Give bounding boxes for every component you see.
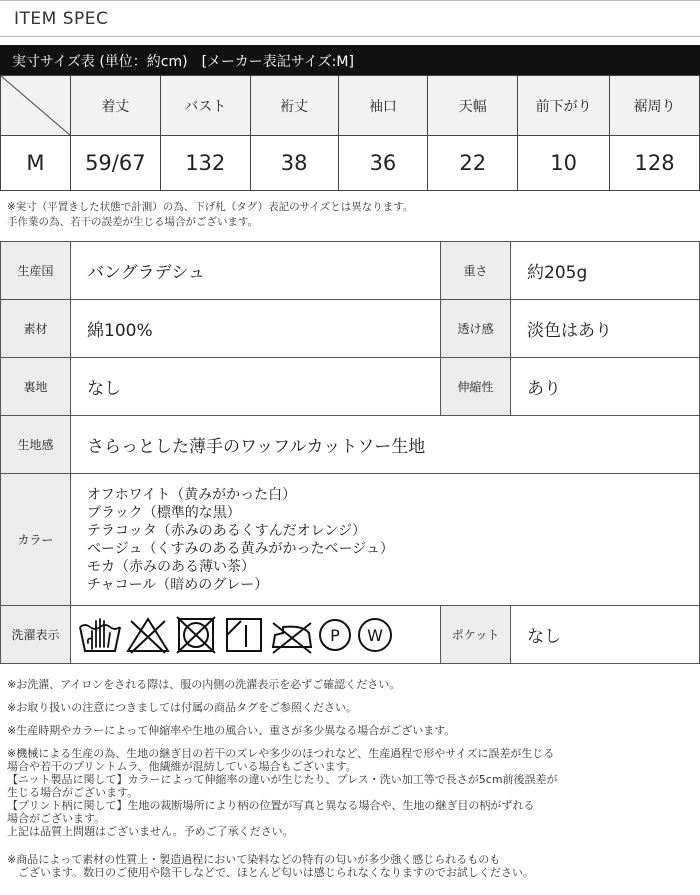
footer-note: 上記は品質上問題はございません。予めご了承ください。 bbox=[7, 825, 294, 838]
table-row bbox=[1, 416, 700, 474]
size-label: M bbox=[1, 136, 71, 191]
footer-note: 場合や若干のプリントムラ、他繊維が混紡している場合もございます。 bbox=[7, 760, 357, 773]
column-header: 袖口 bbox=[338, 76, 428, 136]
dry-clean-p-icon bbox=[317, 615, 353, 655]
pocket-label: ポケット bbox=[441, 606, 511, 664]
pocket-value: なし bbox=[511, 606, 700, 664]
spec-table bbox=[0, 241, 700, 664]
table-row bbox=[1, 474, 700, 606]
color-list bbox=[71, 474, 700, 606]
origin-label: 生産国 bbox=[1, 242, 71, 300]
footer-note: ※商品によって素材の性質上・製造過程において染料などの特有の匂いが多少強く感じられるものも bbox=[7, 853, 501, 866]
svg-text:W: W bbox=[367, 625, 383, 645]
column-header: 裄丈 bbox=[250, 76, 338, 136]
wet-clean-w-icon bbox=[355, 615, 395, 655]
texture-value: さらっとした薄手のワッフルカットソー生地 bbox=[71, 416, 700, 474]
table-cell: 36 bbox=[338, 136, 428, 191]
material-value: 綿100% bbox=[71, 300, 441, 358]
footer-note: 生じる場合がございます。 bbox=[7, 786, 139, 799]
color-option: ブラック（標準的な黒） bbox=[87, 504, 241, 521]
origin-value: バングラデシュ bbox=[71, 242, 441, 300]
footer-note: ※お取り扱いの注意につきましては付属の商品タグをご参照ください。 bbox=[7, 701, 357, 714]
footer-note: 場合がございます。 bbox=[7, 812, 106, 825]
table-row bbox=[1, 242, 700, 300]
diagonal-line-icon bbox=[1, 76, 71, 136]
footer-note: ございます。数日のご使用や陰干しなどで、ほとんど匂いは感じられなくなりますのでお試しください。 bbox=[7, 866, 534, 879]
weight-value: 約205g bbox=[511, 242, 700, 300]
table-row bbox=[1, 358, 700, 416]
table-cell: 38 bbox=[250, 136, 338, 191]
column-header: バスト bbox=[160, 76, 250, 136]
table-row bbox=[1, 606, 700, 664]
table-cell: 10 bbox=[518, 136, 610, 191]
stretch-label: 伸縮性 bbox=[441, 358, 511, 416]
column-header: 前下がり bbox=[518, 76, 610, 136]
stretch-value: あり bbox=[511, 358, 700, 416]
column-header: 着丈 bbox=[70, 76, 160, 136]
size-table-header-row bbox=[1, 76, 700, 136]
sheer-label: 透け感 bbox=[441, 300, 511, 358]
size-table bbox=[0, 75, 700, 191]
sheer-value: 淡色はあり bbox=[511, 300, 700, 358]
color-option: ベージュ（くすみのある黄みがかったベージュ） bbox=[87, 540, 394, 557]
lining-label: 裏地 bbox=[1, 358, 71, 416]
no-tumble-dry-icon bbox=[173, 615, 219, 655]
column-header: 裾周り bbox=[610, 76, 700, 136]
table-row bbox=[1, 136, 700, 191]
footer-note: ※生産時期やカラーによって伸縮率や生地の風合い、重さが多少異なる場合がございます。 bbox=[7, 724, 456, 737]
color-option: テラコッタ（赤みのあるくすんだオレンジ） bbox=[87, 522, 367, 539]
section-title: ITEM SPEC bbox=[14, 9, 109, 29]
corner-cell bbox=[1, 76, 71, 136]
weight-label: 重さ bbox=[441, 242, 511, 300]
footer-note: ※お洗濯、アイロンをされる際は、服の内側の洗濯表示を必ずご確認ください。 bbox=[7, 678, 401, 691]
color-option: オフホワイト（黄みがかった白） bbox=[87, 486, 297, 503]
lining-value: なし bbox=[71, 358, 441, 416]
table-cell: 128 bbox=[610, 136, 700, 191]
size-note: 手作業の為、若干の誤差が生じる場合がございます。 bbox=[7, 216, 259, 228]
size-note: ※実寸（平置きした状態で計測）の為、下げ札（タグ）表記のサイズとは異なります。 bbox=[7, 201, 414, 213]
no-bleach-icon bbox=[125, 615, 171, 655]
table-cell: 22 bbox=[428, 136, 518, 191]
hand-wash-icon bbox=[77, 615, 123, 655]
section-header bbox=[0, 0, 700, 37]
low-iron-icon bbox=[269, 615, 315, 655]
line-dry-icon bbox=[221, 615, 267, 655]
care-label: 洗濯表示 bbox=[1, 606, 71, 664]
table-row bbox=[1, 300, 700, 358]
footer-note: 【ニット製品に関して】カラーによって伸縮率の違いが生じたり、プレス・洗い加工等で長さが5cm前後誤差が bbox=[7, 773, 558, 786]
column-header: 天幅 bbox=[428, 76, 518, 136]
color-option: モカ（赤みのある薄い茶） bbox=[87, 558, 255, 575]
color-label: カラー bbox=[1, 474, 71, 606]
color-option: チャコール（暗めのグレー） bbox=[87, 576, 269, 593]
footer-note: 【プリント柄に関して】生地の裁断場所により柄の位置が写真と異なる場合や、生地の継ぎ目の柄がずれる bbox=[7, 799, 535, 812]
care-symbols bbox=[71, 606, 441, 664]
material-label: 素材 bbox=[1, 300, 71, 358]
texture-label: 生地感 bbox=[1, 416, 71, 474]
footer-note: ※機械による生産の為、生地の継ぎ目の若干のズレや多少のほつれなど、生産過程で形やサイズに誤差が生じる bbox=[7, 747, 555, 760]
table-cell: 59/67 bbox=[70, 136, 160, 191]
size-table-caption: 実寸サイズ表 (単位：約cm) [メーカー表記サイズ:M] bbox=[0, 45, 700, 75]
svg-text:P: P bbox=[330, 625, 340, 645]
table-cell: 132 bbox=[160, 136, 250, 191]
